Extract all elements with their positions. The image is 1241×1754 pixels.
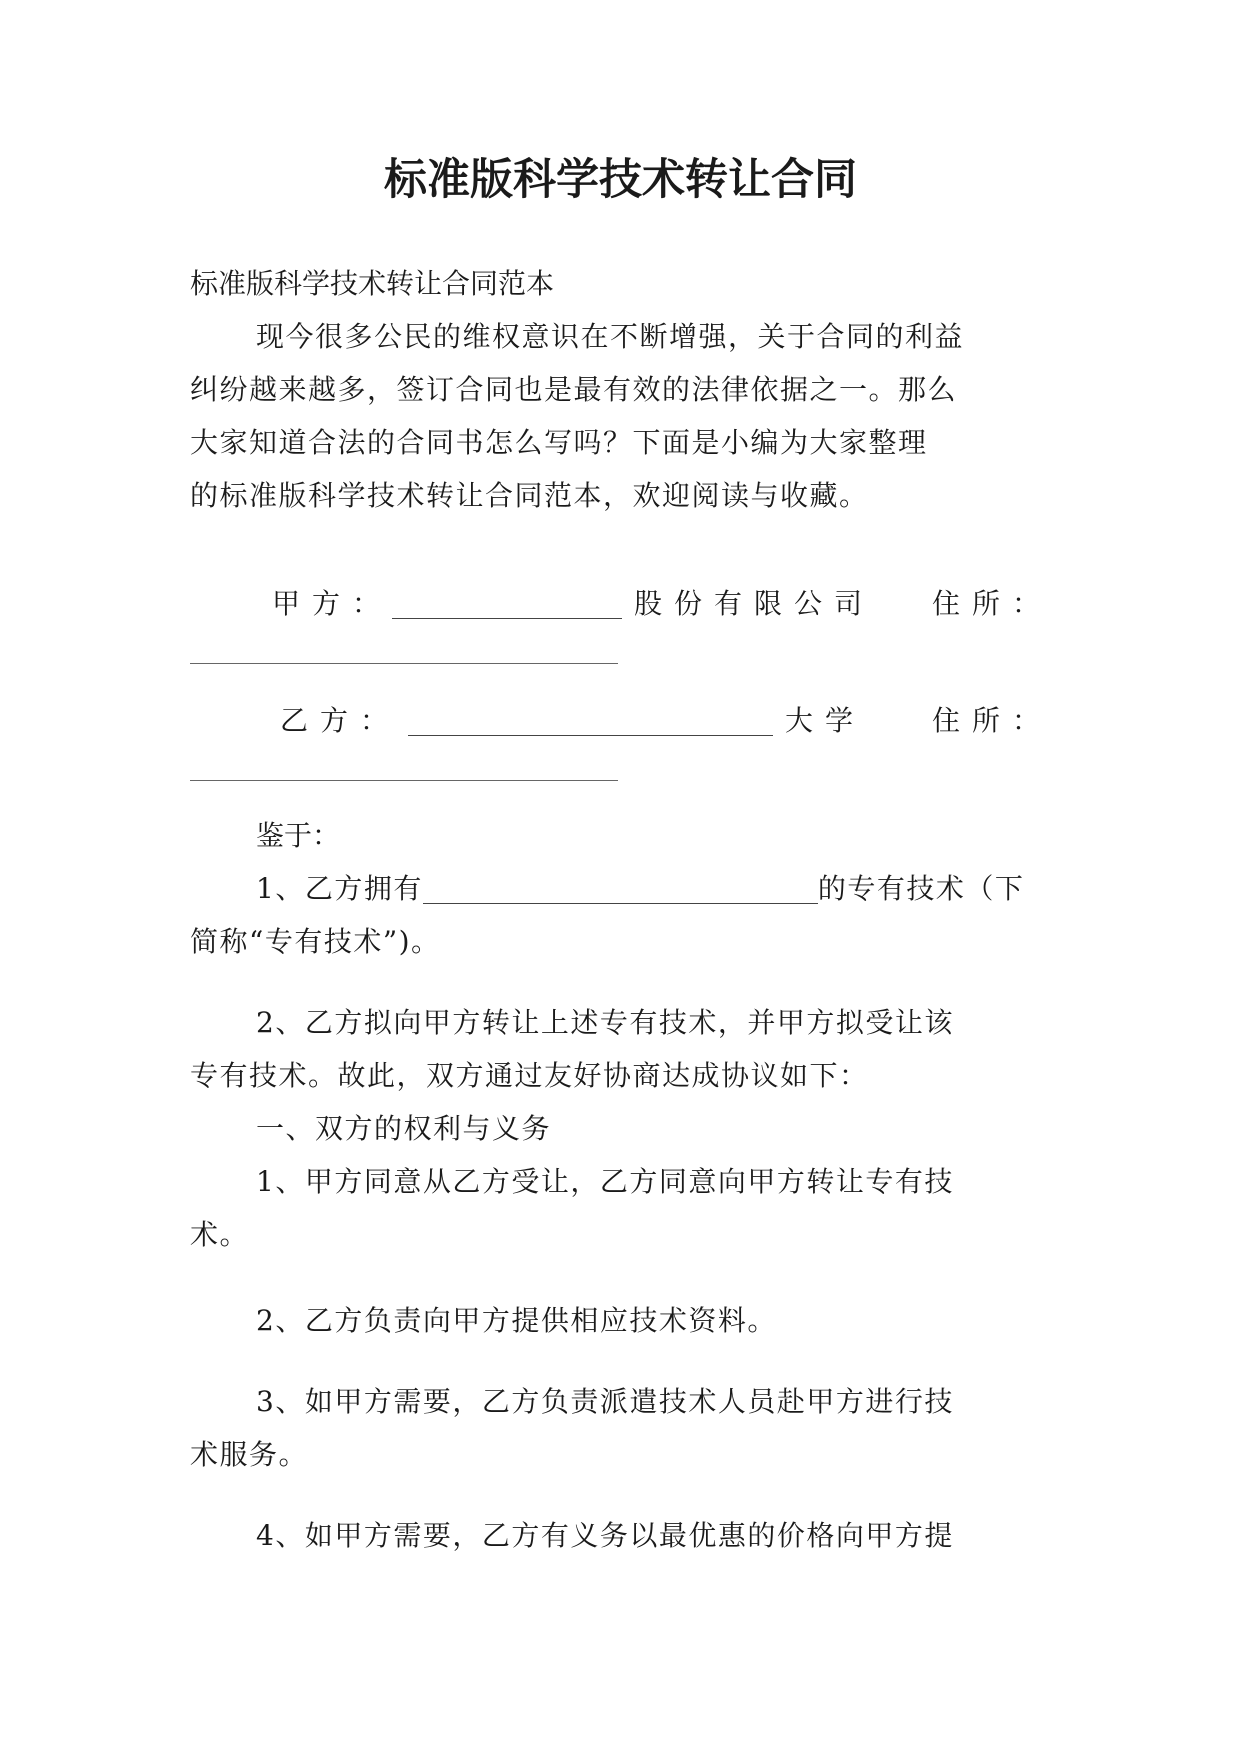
clause-2-line-1: 2、乙方拟向甲方转让上述专有技术，并甲方拟受让该 — [256, 1006, 954, 1039]
section-1-heading: 一、双方的权利与义务 — [256, 1112, 552, 1145]
clause-1-line — [256, 869, 1056, 909]
section-1-item-4: 4、如甲方需要，乙方有义务以最优惠的价格向甲方提 — [256, 1519, 954, 1552]
clause-2-line-2: 专有技术。故此，双方通过友好协商达成协议如下： — [190, 1059, 869, 1092]
party-b-name-blank[interactable] — [408, 705, 773, 736]
whereas-heading: 鉴于： — [256, 819, 341, 852]
clause-1-technology-blank[interactable] — [423, 873, 818, 904]
party-a-label: 甲方： — [272, 587, 393, 620]
document-title: 标准版科学技术转让合同 — [384, 155, 857, 205]
party-b-address-blank[interactable] — [190, 780, 618, 781]
party-a-line — [272, 584, 1062, 624]
document-subtitle: 标准版科学技术转让合同范本 — [190, 267, 555, 300]
section-1-item-3-cont: 术服务。 — [190, 1438, 309, 1471]
clause-1-continuation: 简称“专有技术”)。 — [190, 925, 441, 958]
party-b-suffix: 大学 — [785, 704, 866, 737]
section-1-item-1-cont: 术。 — [190, 1218, 250, 1251]
party-a-suffix: 股份有限公司 — [634, 587, 875, 620]
party-b-address-label: 住所： — [932, 704, 1053, 737]
clause-1-suffix: 的专有技术（下 — [817, 872, 1025, 905]
section-1-item-1: 1、甲方同意从乙方受让，乙方同意向甲方转让专有技 — [256, 1165, 954, 1198]
clause-1-prefix: 1、乙方拥有 — [256, 872, 423, 905]
intro-line-2: 纠纷越来越多，签订合同也是最有效的法律依据之一。那么 — [190, 373, 958, 406]
section-1-item-3: 3、如甲方需要，乙方负责派遣技术人员赴甲方进行技 — [256, 1385, 954, 1418]
party-b-line — [280, 701, 1062, 741]
party-a-address-blank[interactable] — [190, 663, 618, 664]
party-a-address-label: 住所： — [932, 587, 1053, 620]
party-b-label: 乙方： — [280, 704, 401, 737]
intro-line-3: 大家知道合法的合同书怎么写吗？下面是小编为大家整理 — [190, 426, 928, 459]
intro-line-1: 现今很多公民的维权意识在不断增强，关于合同的利益 — [256, 320, 965, 353]
section-1-item-2: 2、乙方负责向甲方提供相应技术资料。 — [256, 1304, 777, 1337]
party-a-name-blank[interactable] — [392, 588, 622, 619]
intro-line-4: 的标准版科学技术转让合同范本，欢迎阅读与收藏。 — [190, 479, 869, 512]
